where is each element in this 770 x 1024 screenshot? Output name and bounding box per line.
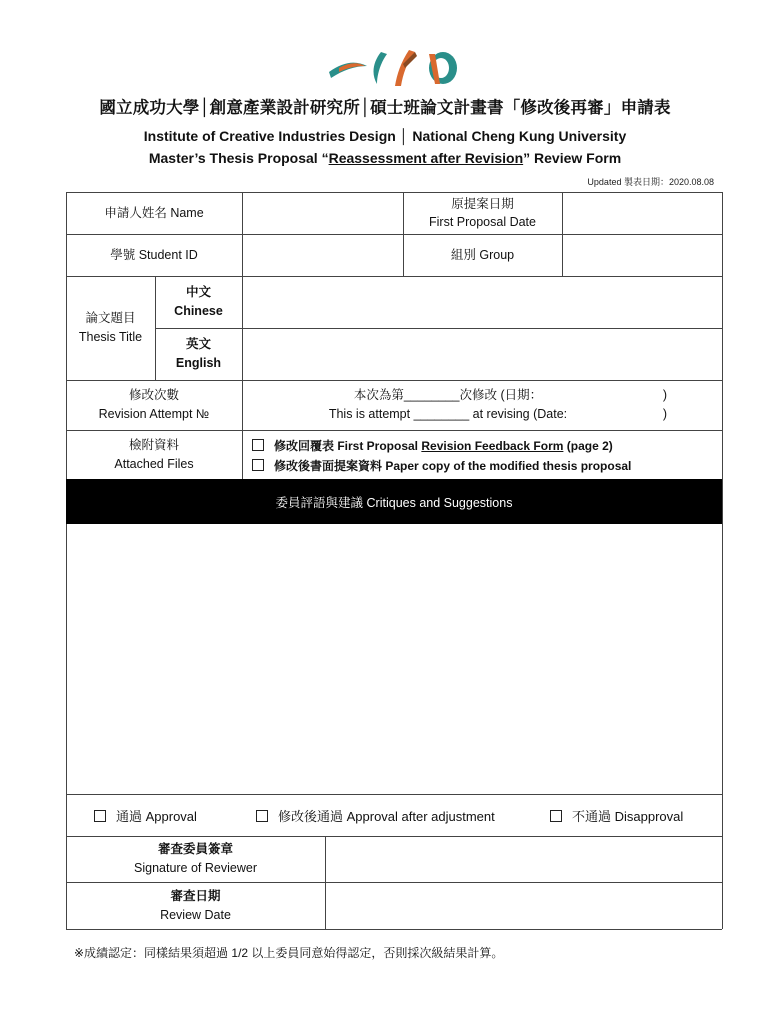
revision-attempt-label: 修改次數 Revision Attempt № bbox=[98, 388, 210, 421]
group-field[interactable] bbox=[563, 235, 721, 275]
thesis-title-label: 論文題目 Thesis Title bbox=[78, 311, 143, 344]
updated-date: Updated 製表日期：2020.08.08 bbox=[587, 177, 714, 187]
group-label: 組別 Group bbox=[450, 247, 515, 262]
checkbox-paper-copy[interactable]: 修改後書面提案資料 Paper copy of the modified thesis proposal bbox=[252, 456, 631, 476]
reviewer-signature-label: 審查委員簽章 Signature of Reviewer bbox=[134, 842, 257, 875]
checkbox-icon[interactable] bbox=[94, 810, 106, 822]
title-english-line1: Institute of Creative Industries Design │ National Cheng Kung University bbox=[143, 128, 627, 144]
student-id-label: 學號 Student ID bbox=[110, 247, 198, 262]
thesis-title-chinese-field[interactable] bbox=[243, 277, 721, 327]
checkbox-revision-feedback-form[interactable]: 修改回覆表 First Proposal Revision Feedback Form (page 2) bbox=[252, 436, 631, 456]
checkbox-icon[interactable] bbox=[252, 439, 264, 451]
attached-files-checklist bbox=[252, 436, 631, 476]
title-english-line2: Master’s Thesis Proposal “Reassessment after Revision” Review Form bbox=[148, 150, 622, 166]
review-date-field[interactable] bbox=[326, 883, 721, 928]
critiques-header: 委員評語與建議 Critiques and Suggestions bbox=[66, 479, 722, 524]
icid-logo bbox=[325, 44, 465, 90]
attached-files-label: 檢附資料 Attached Files bbox=[114, 437, 194, 471]
first-proposal-date-field[interactable] bbox=[563, 193, 721, 233]
critiques-field[interactable] bbox=[66, 524, 722, 794]
thesis-title-english-field[interactable] bbox=[243, 329, 721, 379]
first-proposal-date-label: 原提案日期 First Proposal Date bbox=[429, 197, 536, 229]
name-field[interactable] bbox=[243, 193, 402, 233]
review-date-label: 審查日期 Review Date bbox=[160, 888, 231, 922]
option-disapproval[interactable]: 不通過 Disapproval bbox=[550, 806, 683, 825]
reviewer-signature-field[interactable] bbox=[326, 837, 721, 881]
revision-date-close: ) ) bbox=[662, 388, 668, 421]
footnote: ※成績認定：同樣結果須超過 1/2 以上委員同意始得認定，否則採次級結果計算。 bbox=[74, 946, 504, 960]
name-label: 申請人姓名 Name bbox=[104, 205, 204, 220]
option-approval[interactable]: 通過 Approval bbox=[94, 806, 197, 825]
title-chinese: 國立成功大學│創意產業設計研究所│碩士班論文計畫書「修改後再審」申請表 bbox=[99, 98, 671, 117]
checkbox-icon[interactable] bbox=[252, 459, 264, 471]
option-approval-after-adjustment[interactable]: 修改後通過 Approval after adjustment bbox=[256, 806, 495, 825]
checkbox-icon[interactable] bbox=[550, 810, 562, 822]
checkbox-icon[interactable] bbox=[256, 810, 268, 822]
english-label: 英文 English bbox=[175, 337, 222, 370]
chinese-label: 中文 Chinese bbox=[174, 285, 223, 318]
student-id-field[interactable] bbox=[243, 235, 402, 275]
revision-attempt-text: 本次為第________次修改 (日期： This is attempt ________ at revising (Date: bbox=[328, 388, 568, 421]
